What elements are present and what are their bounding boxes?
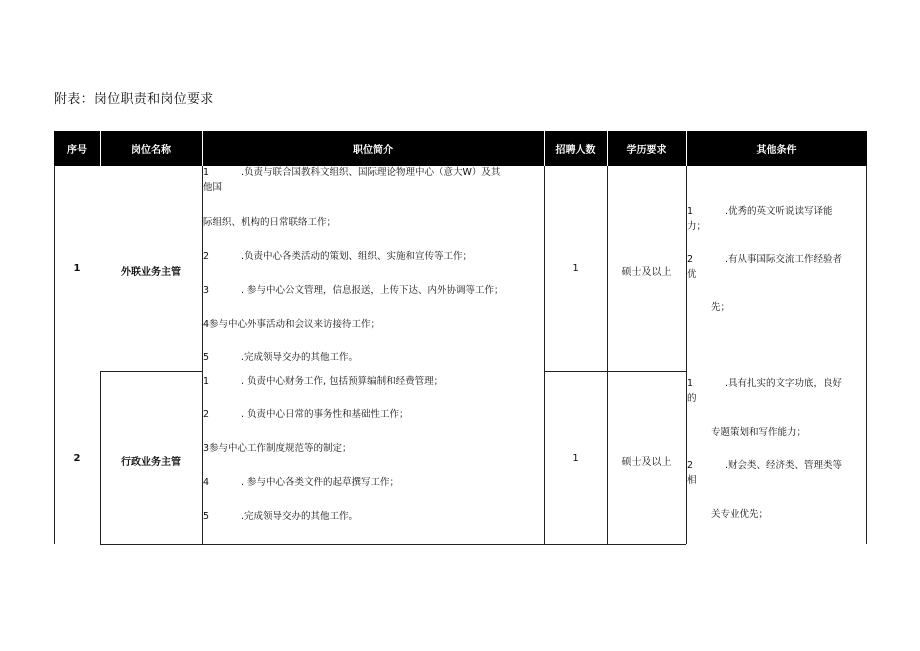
header-position-name: 岗位名称 bbox=[100, 131, 202, 166]
other-item-text: .具有扎实的文字功底，良好 bbox=[725, 378, 843, 389]
other-item-text: 相 bbox=[687, 475, 697, 486]
document-title: 附表：岗位职责和岗位要求 bbox=[54, 92, 214, 107]
desc-item-number: 4 bbox=[203, 477, 210, 488]
row-seq: 1 bbox=[73, 263, 81, 274]
desc-item-text: 际组织、机构的日常联络工作； bbox=[203, 217, 337, 228]
header-education: 学历要求 bbox=[607, 131, 686, 166]
header-seq: 序号 bbox=[54, 131, 100, 166]
desc-item-text: .完成领导交办的其他工作。 bbox=[241, 511, 359, 522]
row-position-name: 外联业务主管 bbox=[121, 267, 181, 278]
other-item-text: 先； bbox=[711, 302, 731, 313]
desc-item-text: .负责中心各类活动的策划、组织、实施和宣传等工作； bbox=[241, 251, 473, 262]
desc-item-text: . 负责中心日常的事务性和基础性工作； bbox=[241, 409, 409, 420]
desc-item-number: 2 bbox=[203, 409, 210, 420]
desc-item-number: 3 bbox=[203, 285, 210, 296]
row-seq: 2 bbox=[73, 453, 81, 464]
desc-item-number: 1 bbox=[203, 376, 210, 387]
desc-item-text: .负责与联合国教科文组织、国际理论物理中心（意大W）及其 bbox=[241, 167, 501, 178]
row-headcount: 1 bbox=[572, 453, 579, 464]
desc-item-number: 5 bbox=[203, 511, 210, 522]
row-position-name: 行政业务主管 bbox=[121, 457, 181, 468]
other-item-text: 力； bbox=[687, 221, 707, 232]
row-education: 硕士及以上 bbox=[621, 457, 672, 468]
desc-item-text: . 负责中心财务工作, 包括预算编制和经费管理； bbox=[241, 376, 444, 387]
desc-item-number: 5 bbox=[203, 352, 210, 363]
other-item-number: 2 bbox=[687, 254, 694, 265]
row-education: 硕士及以上 bbox=[621, 267, 672, 278]
row-headcount: 1 bbox=[572, 263, 579, 274]
other-item-text: 的 bbox=[687, 393, 697, 404]
other-item-text: .优秀的英文听说读写译能 bbox=[725, 206, 833, 217]
other-item-number: 1 bbox=[687, 206, 694, 217]
other-item-number: 2 bbox=[687, 460, 694, 471]
desc-item-text: 他国 bbox=[203, 182, 223, 193]
desc-item-text: .完成领导交办的其他工作。 bbox=[241, 352, 359, 363]
other-item-text: 专题策划和写作能力； bbox=[711, 427, 807, 438]
header-headcount: 招聘人数 bbox=[544, 131, 607, 166]
header-description: 职位简介 bbox=[202, 131, 544, 166]
other-item-number: 1 bbox=[687, 378, 694, 389]
desc-item-number: 2 bbox=[203, 251, 210, 262]
other-item-text: .有从事国际交流工作经验者 bbox=[725, 254, 843, 265]
desc-item-number: 1 bbox=[203, 167, 210, 178]
desc-item-text: . 参与中心各类文件的起草撰写工作； bbox=[241, 477, 400, 488]
header-other-conditions: 其他条件 bbox=[686, 131, 867, 166]
other-item-text: .财会类、经济类、管理类等 bbox=[725, 460, 843, 471]
other-item-text: 优 bbox=[687, 269, 697, 280]
desc-item-text: . 参与中心公文管理，信息报送，上传下达、内外协调等工作； bbox=[241, 285, 504, 296]
other-item-text: 关专业优先； bbox=[711, 509, 769, 520]
desc-item-text: 3参与中心工作制度规范等的制定； bbox=[203, 443, 352, 454]
desc-item-text: 4参与中心外事活动和会议来访接待工作； bbox=[203, 319, 381, 330]
